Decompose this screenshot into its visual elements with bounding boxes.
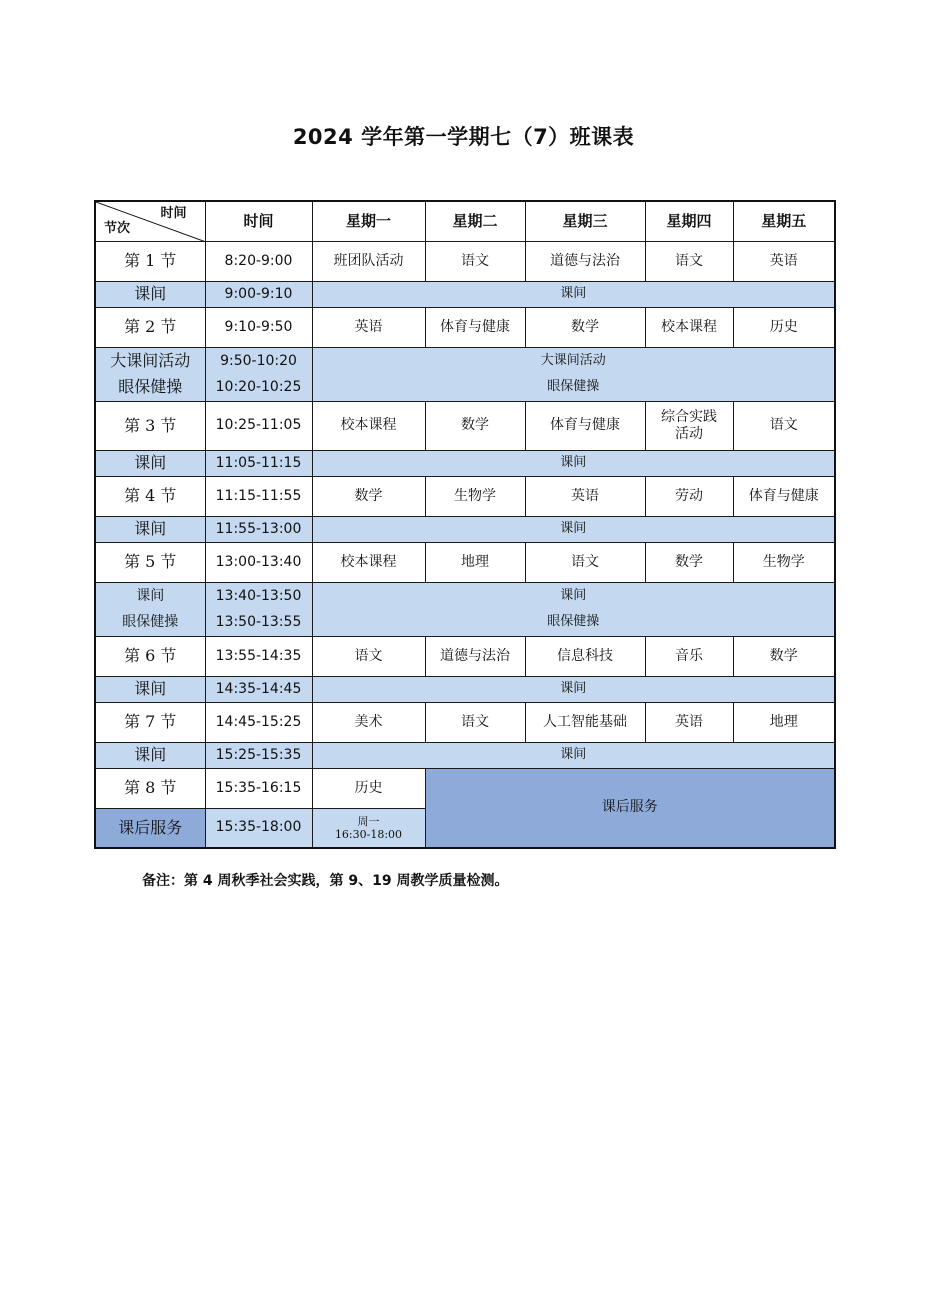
big-break-merged-cell	[312, 347, 835, 401]
subject-line1: 综合实践	[661, 408, 717, 425]
header-thu: 星期四	[645, 201, 733, 241]
big-break-text-line2: 眼保健操	[547, 379, 600, 394]
subject-cell: 英语	[733, 241, 835, 281]
period-row-8	[95, 768, 835, 808]
break-merged-cell: 课间	[312, 450, 835, 476]
break-row-4	[95, 516, 835, 542]
period-label: 第 8 节	[95, 768, 205, 808]
break-time: 15:25-15:35	[205, 742, 312, 768]
big-break-time-line2: 10:20-10:25	[215, 379, 302, 395]
break-text-line1: 课间	[560, 588, 587, 603]
header-mon: 星期一	[312, 201, 425, 241]
big-break-label-line1: 大课间活动	[110, 351, 191, 370]
after-school-mon-cell	[312, 808, 425, 848]
period-row-6	[95, 636, 835, 676]
break-label-line2: 眼保健操	[122, 614, 179, 630]
big-break-label	[95, 347, 205, 401]
subject-cell: 地理	[733, 702, 835, 742]
break-label	[95, 582, 205, 636]
break-row-3	[95, 450, 835, 476]
period-time: 9:10-9:50	[205, 307, 312, 347]
break-merged-cell	[312, 582, 835, 636]
subject-cell: 体育与健康	[525, 401, 645, 450]
period-time: 10:25-11:05	[205, 401, 312, 450]
break-row-5	[95, 582, 835, 636]
header-wed: 星期三	[525, 201, 645, 241]
big-break-time	[205, 347, 312, 401]
subject-cell: 信息科技	[525, 636, 645, 676]
subject-cell: 数学	[425, 401, 525, 450]
subject-cell: 语文	[525, 542, 645, 582]
break-time	[205, 582, 312, 636]
header-row	[95, 201, 835, 241]
big-break-row	[95, 347, 835, 401]
subject-cell: 体育与健康	[425, 307, 525, 347]
period-row-7	[95, 702, 835, 742]
break-text-line2: 眼保健操	[547, 614, 600, 629]
subject-cell: 语文	[425, 702, 525, 742]
subject-cell: 地理	[425, 542, 525, 582]
period-row-1	[95, 241, 835, 281]
period-time: 15:35-16:15	[205, 768, 312, 808]
break-label: 课间	[95, 516, 205, 542]
timetable	[94, 200, 836, 849]
period-time: 13:55-14:35	[205, 636, 312, 676]
subject-cell-multiline	[645, 401, 733, 450]
subject-cell: 语文	[645, 241, 733, 281]
period-label: 第 6 节	[95, 636, 205, 676]
corner-period-label: 节次	[104, 220, 131, 236]
after-school-label: 课后服务	[95, 808, 205, 848]
subject-cell: 英语	[645, 702, 733, 742]
break-merged-cell: 课间	[312, 676, 835, 702]
big-break-text-line1: 大课间活动	[540, 353, 606, 368]
break-merged-cell: 课间	[312, 281, 835, 307]
break-time: 9:00-9:10	[205, 281, 312, 307]
period-label: 第 4 节	[95, 476, 205, 516]
subject-cell: 数学	[312, 476, 425, 516]
period-time: 13:00-13:40	[205, 542, 312, 582]
subject-cell: 人工智能基础	[525, 702, 645, 742]
subject-cell: 历史	[733, 307, 835, 347]
break-row-6	[95, 676, 835, 702]
subject-cell: 班团队活动	[312, 241, 425, 281]
subject-cell: 数学	[645, 542, 733, 582]
subject-cell: 数学	[733, 636, 835, 676]
subject-cell: 生物学	[733, 542, 835, 582]
break-label-line1: 课间	[136, 588, 165, 604]
period-label: 第 1 节	[95, 241, 205, 281]
footnote: 备注：第 4 周秋季社会实践，第 9、19 周教学质量检测。	[142, 873, 509, 889]
break-row-1	[95, 281, 835, 307]
period-row-2	[95, 307, 835, 347]
subject-cell: 道德与法治	[425, 636, 525, 676]
subject-cell: 英语	[525, 476, 645, 516]
subject-cell: 劳动	[645, 476, 733, 516]
corner-cell	[95, 201, 205, 241]
break-label: 课间	[95, 281, 205, 307]
after-school-mon-day: 周一	[357, 814, 380, 828]
break-label: 课间	[95, 676, 205, 702]
page-title: 2024 学年第一学期七（7）班课表	[292, 125, 635, 149]
subject-cell: 语文	[733, 401, 835, 450]
break-time-line1: 13:40-13:50	[215, 588, 302, 604]
after-school-mon-time: 16:30-18:00	[334, 827, 403, 841]
header-time: 时间	[205, 201, 312, 241]
break-time: 11:05-11:15	[205, 450, 312, 476]
subject-cell: 数学	[525, 307, 645, 347]
subject-cell: 校本课程	[645, 307, 733, 347]
break-time: 11:55-13:00	[205, 516, 312, 542]
break-row-7	[95, 742, 835, 768]
period-label: 第 7 节	[95, 702, 205, 742]
subject-cell: 体育与健康	[733, 476, 835, 516]
break-label: 课间	[95, 450, 205, 476]
header-fri: 星期五	[733, 201, 835, 241]
header-tue: 星期二	[425, 201, 525, 241]
break-merged-cell: 课间	[312, 516, 835, 542]
subject-cell: 历史	[312, 768, 425, 808]
break-merged-cell: 课间	[312, 742, 835, 768]
break-time-line2: 13:50-13:55	[215, 614, 302, 630]
subject-cell: 道德与法治	[525, 241, 645, 281]
big-break-time-line1: 9:50-10:20	[220, 353, 297, 369]
subject-cell: 英语	[312, 307, 425, 347]
period-time: 11:15-11:55	[205, 476, 312, 516]
period-row-5	[95, 542, 835, 582]
subject-line2: 活动	[675, 425, 703, 442]
subject-cell: 校本课程	[312, 542, 425, 582]
big-break-label-line2: 眼保健操	[118, 377, 183, 396]
corner-time-label: 时间	[160, 206, 187, 221]
period-row-3	[95, 401, 835, 450]
break-label: 课间	[95, 742, 205, 768]
period-time: 8:20-9:00	[205, 241, 312, 281]
after-school-service-cell: 课后服务	[425, 768, 835, 848]
subject-cell: 语文	[312, 636, 425, 676]
subject-cell: 美术	[312, 702, 425, 742]
subject-cell: 校本课程	[312, 401, 425, 450]
period-label: 第 5 节	[95, 542, 205, 582]
period-time: 14:45-15:25	[205, 702, 312, 742]
after-school-time: 15:35-18:00	[205, 808, 312, 848]
period-label: 第 2 节	[95, 307, 205, 347]
break-time: 14:35-14:45	[205, 676, 312, 702]
subject-cell: 生物学	[425, 476, 525, 516]
subject-cell: 音乐	[645, 636, 733, 676]
period-row-4	[95, 476, 835, 516]
subject-cell: 语文	[425, 241, 525, 281]
period-label: 第 3 节	[95, 401, 205, 450]
